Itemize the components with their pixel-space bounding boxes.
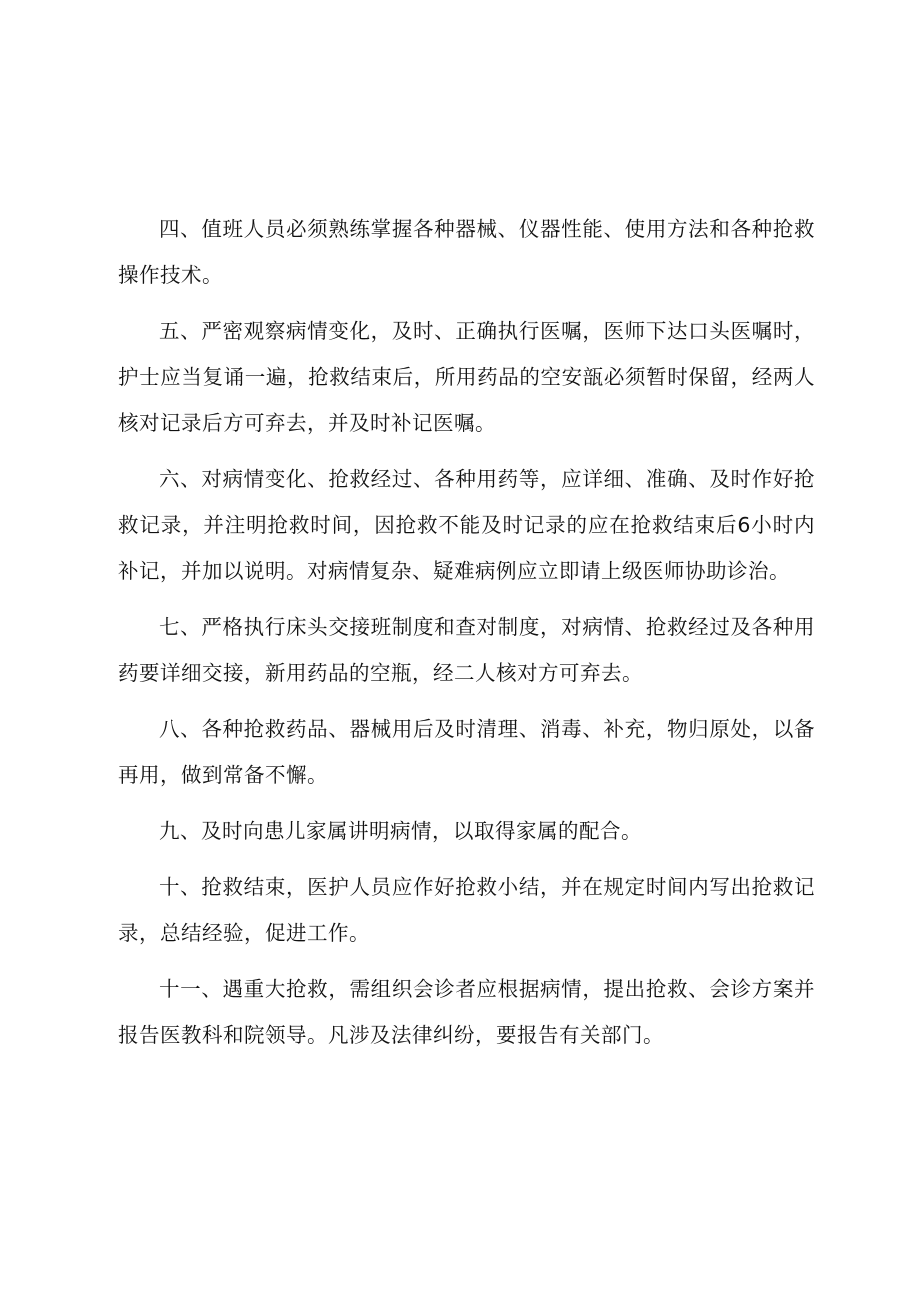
paragraph-8: 八、各种抢救药品、器械用后及时清理、消毒、补充，物归原处，以备再用，做到常备不懈。 <box>118 717 815 787</box>
paragraph-7: 七、严格执行床头交接班制度和查对制度，对病情、抢救经过及各种用药要详细交接，新用药品的空瓶，经二人核对方可弃去。 <box>118 615 815 685</box>
paragraph-4: 四、值班人员必须熟练掌握各种器械、仪器性能、使用方法和各种抢救操作技术。 <box>118 217 815 287</box>
paragraph-11: 十一、遇重大抢救，需组织会诊者应根据病情，提出抢救、会诊方案并报告医教科和院领导。凡涉及法律纠纷，要报告有关部门。 <box>118 977 815 1047</box>
document-body <box>118 206 815 1058</box>
paragraph-10: 十、抢救结束，医护人员应作好抢救小结，并在规定时间内写出抢救记录，总结经验，促进工作。 <box>118 875 815 945</box>
paragraph-6: 六、对病情变化、抢救经过、各种用药等，应详细、准确、及时作好抢救记录，并注明抢救时间，因抢救不能及时记录的应在抢救结束后6小时内补记，并加以说明。对病情复杂、疑难病例应立即请上级医师协助诊治。 <box>118 467 815 583</box>
paragraph-5: 五、严密观察病情变化，及时、正确执行医嘱，医师下达口头医嘱时，护士应当复诵一遍，抢救结束后，所用药品的空安瓿必须暂时保留，经两人核对记录后方可弃去，并及时补记医嘱。 <box>118 319 815 435</box>
paragraph-9: 九、及时向患儿家属讲明病情，以取得家属的配合。 <box>159 819 642 843</box>
